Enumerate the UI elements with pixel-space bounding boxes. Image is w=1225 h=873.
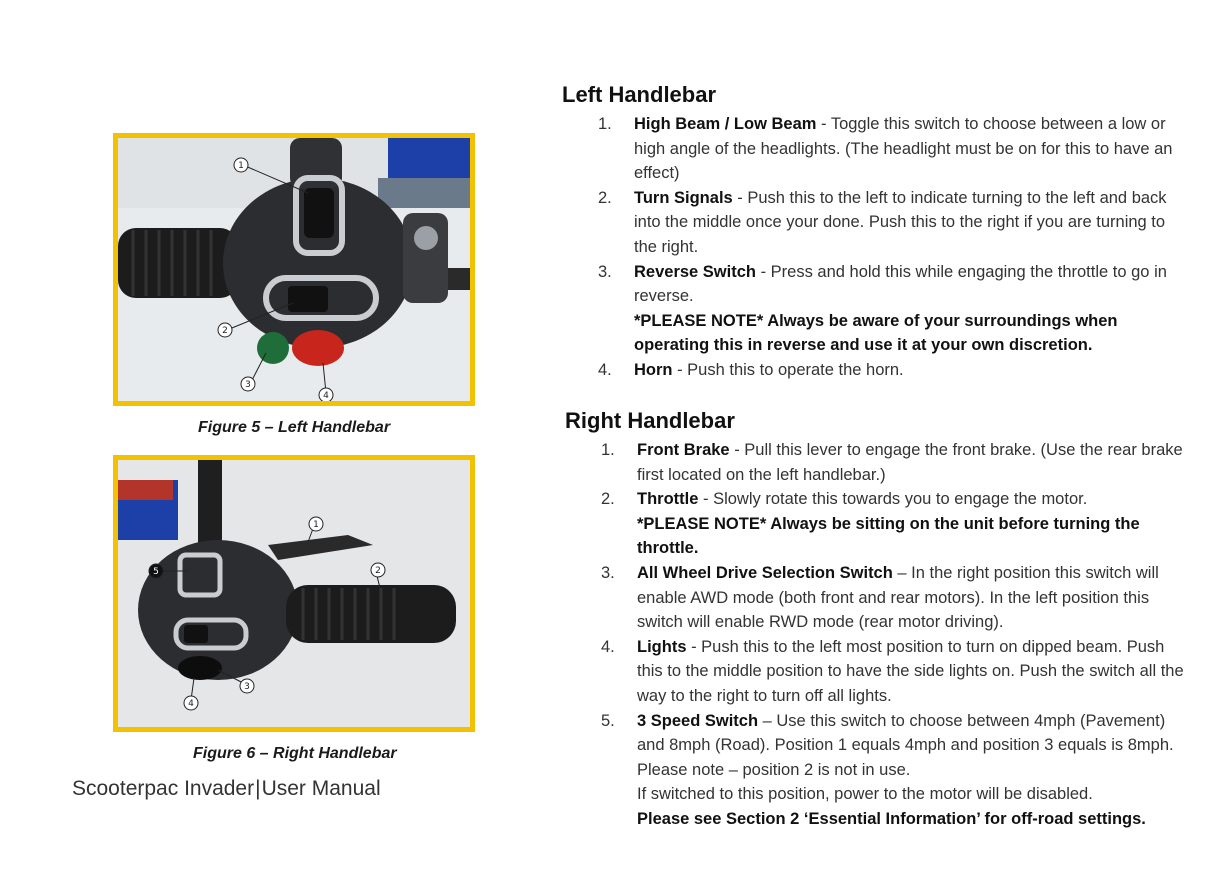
item-number: 2.: [598, 188, 612, 207]
item-term: Reverse Switch: [634, 262, 756, 281]
list-item: [565, 438, 1185, 487]
list-item: [562, 112, 1182, 186]
item-number: 3.: [598, 262, 612, 281]
item-text: – In the right position this switch will enable AWD mode (both front and rear motors). In the left position this switch will enable RWD mode (rear motor driving).: [637, 563, 1159, 632]
callout-4: 4: [323, 391, 329, 401]
item-text: - Push this to operate the horn.: [672, 360, 904, 379]
callout-4: 4: [188, 699, 194, 709]
item-note: Please see Section 2 ‘Essential Information’ for off-road settings.: [637, 809, 1146, 828]
item-number: 5.: [601, 711, 615, 730]
item-number: 1.: [601, 441, 615, 459]
item-number: 3.: [601, 563, 615, 582]
callout-1: 1: [238, 161, 244, 171]
figure-6-photo: [113, 455, 475, 732]
item-term: All Wheel Drive Selection Switch: [637, 563, 893, 582]
callout-3: 3: [244, 682, 250, 692]
footer-product: Scooterpac Invader: [72, 777, 255, 800]
item-term: Lights: [637, 637, 687, 656]
list-item: [565, 561, 1185, 635]
figure-5-photo: [113, 133, 475, 406]
list-item: [562, 260, 1182, 358]
item-term: 3 Speed Switch: [637, 711, 759, 730]
section-title: Left Handlebar: [562, 82, 717, 107]
callout-3: 3: [245, 380, 251, 390]
callout-2: 2: [375, 566, 381, 576]
item-term: High Beam / Low Beam: [634, 115, 817, 133]
list-item: [565, 709, 1185, 832]
item-number: 4.: [598, 360, 612, 379]
item-term: Throttle: [637, 490, 699, 509]
item-text: - Toggle this switch to choose between a low or high angle of the headlights. (The headlight must be on for this to have an effect): [634, 115, 1173, 183]
figure-6-caption: Figure 6 – Right Handlebar: [193, 745, 397, 762]
footer-doc: User Manual: [261, 777, 381, 800]
item-text: - Push this to the left most position to turn on dipped beam. Push this to the middle position to have the side lights on. Push the switch all the way to the right to turn off all lights.: [637, 637, 1184, 705]
callout-5: 5: [153, 567, 159, 577]
figure-5-caption: Figure 5 – Left Handlebar: [198, 419, 391, 436]
right-handlebar-section: [565, 408, 1185, 832]
item-text: - Press and hold this while engaging the throttle to go in reverse.: [634, 262, 1167, 306]
item-text: - Slowly rotate this towards you to engage the motor.: [698, 490, 1088, 509]
item-note: *PLEASE NOTE* Always be aware of your surroundings when operating this in reverse and use it at your own discretion.: [634, 311, 1118, 355]
item-list: [565, 438, 1185, 832]
list-item: [565, 487, 1185, 561]
item-text: - Push this to the left to indicate turning to the left and back into the middle once your done. Push this to the right if you are turning to the right.: [634, 188, 1167, 256]
page-footer: [72, 777, 381, 801]
callout-1: 1: [313, 520, 319, 530]
item-note: *PLEASE NOTE* Always be sitting on the unit before turning the throttle.: [637, 514, 1140, 558]
item-term: Horn: [634, 360, 673, 379]
item-term: Turn Signals: [634, 188, 733, 207]
item-text: – Use this switch to choose between 4mph (Pavement) and 8mph (Road). Position 1 equals 4mph and position 3 equals is 8mph. Please note – position 2 is not in use.: [637, 711, 1174, 779]
item-number: 2.: [601, 490, 615, 509]
item-number: 4.: [601, 637, 615, 656]
item-list: [562, 112, 1182, 383]
left-handlebar-section: [562, 82, 1182, 383]
right-handlebar-illustration: [118, 460, 470, 727]
list-item: [562, 358, 1182, 383]
list-item: [562, 186, 1182, 260]
item-term: Front Brake: [637, 441, 730, 459]
item-number: 1.: [598, 115, 612, 133]
item-text: - Pull this lever to engage the front brake. (Use the rear brake first located on the left handlebar.): [637, 441, 1183, 484]
item-extra: If switched to this position, power to the motor will be disabled.: [637, 785, 1093, 804]
list-item: [565, 635, 1185, 709]
callout-2: 2: [222, 326, 228, 336]
footer-separator: |: [255, 777, 261, 800]
section-title: Right Handlebar: [565, 408, 735, 433]
left-handlebar-illustration: [118, 138, 470, 401]
